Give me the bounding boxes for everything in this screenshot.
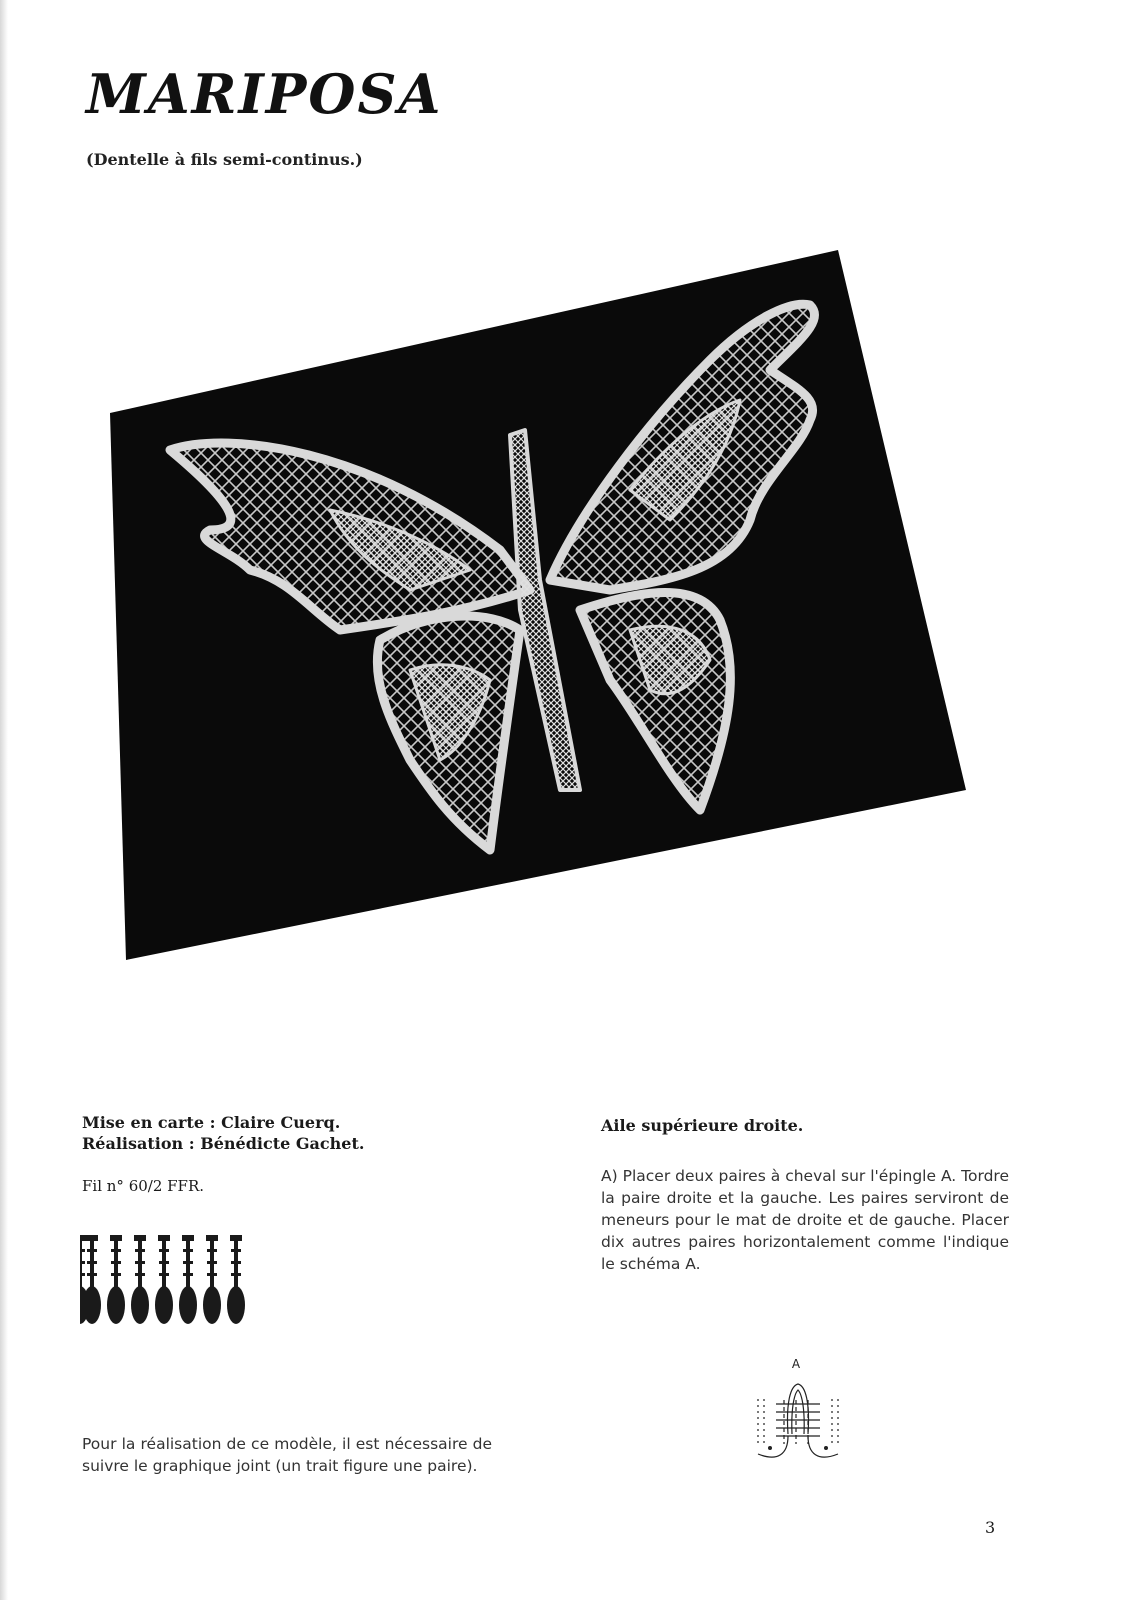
design-credit: Mise en carte : Claire Cuerq. [82,1113,341,1132]
bobbin-icon [203,1235,221,1324]
bobbins-illustration [80,1235,260,1335]
bobbin-icon [83,1235,101,1324]
schema-a-diagram [748,1354,848,1484]
page-title: MARIPOSA [86,62,443,126]
bobbin-icon [155,1235,173,1324]
section-heading: Aile supérieure droite. [601,1116,804,1135]
credits [82,1112,364,1154]
schema-label: A [791,1357,801,1371]
section-instructions: A) Placer deux paires à cheval sur l'épingle A. Tordre la paire droite et la gauche. Les paires serviront de meneurs pour le mat de droite et de gauche. Placer dix autres paires horizontalement comme l'indique le schéma A. [601,1167,1009,1273]
butterfly-lace-photo [110,250,990,970]
subtitle: (Dentelle à fils semi-continus.) [86,150,363,169]
bobbin-icon [107,1235,125,1324]
bobbin-icon [227,1235,245,1324]
bobbin-icon [179,1235,197,1324]
page-number: 3 [985,1518,996,1537]
bobbin-icon [131,1235,149,1324]
thread-spec: Fil n° 60/2 FFR. [82,1177,205,1195]
page-edge [0,0,8,1600]
execution-credit: Réalisation : Bénédicte Gachet. [82,1134,365,1153]
pattern-note: Pour la réalisation de ce modèle, il est nécessaire de suivre le graphique joint (un trait figure une paire). [82,1435,492,1475]
